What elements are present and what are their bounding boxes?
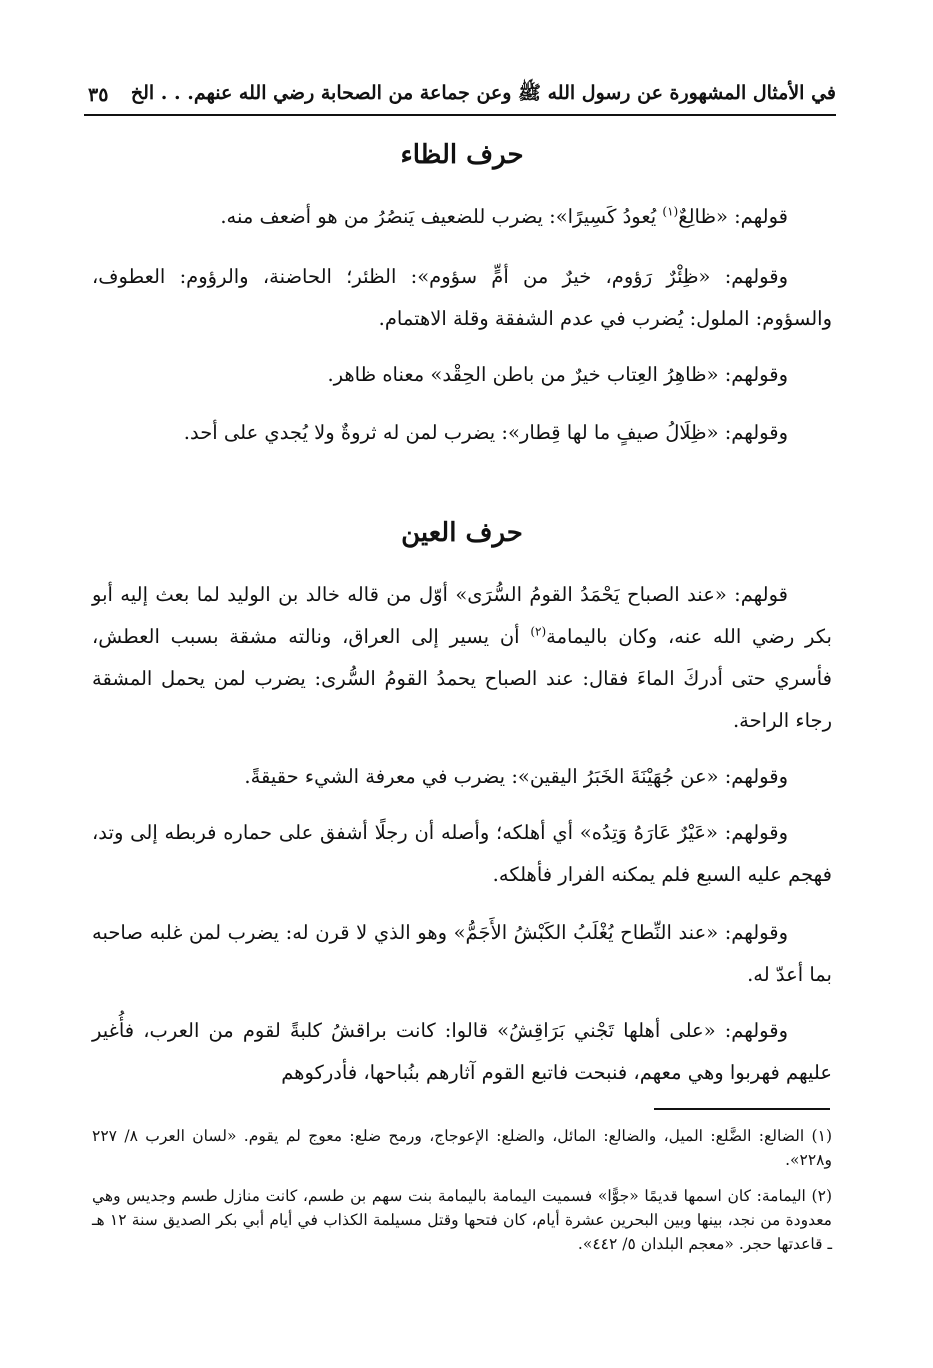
paragraph-text: قولهم: «عند الصباح يَحْمَدُ القومُ السُّرَى» أوّل من قاله خالد بن الوليد لما بعث إليه أبو بكر رضي الله عنه، وكان باليمامة <box>92 583 832 648</box>
paragraph-zaa-4 <box>92 412 832 454</box>
paragraph-text: وقولهم: «عند النِّطاح يُغْلَبُ الكَبْشُ الأَجَمُّ» وهو الذي لا قرن له: يضرب لمن غلبه صاحبه بما أعدّ له. <box>92 921 832 986</box>
paragraph-ain-2 <box>92 756 832 798</box>
paragraph-text: يُعودُ كَسِيرًا»: يضرب للضعيف يَنصُرُ من هو أضعف منه. <box>220 205 663 228</box>
paragraph-zaa-3 <box>92 354 832 396</box>
paragraph-zaa-1 <box>92 196 832 238</box>
header-rule <box>84 114 836 116</box>
paragraph-text: وقولهم: «عَيْرٌ عَارَهُ وَتِدُه» أي أهلكه؛ وأصله أن رجلًا أشفق على حماره فربطه إلى وتد، فهجم عليه السبع فلم يمكنه الفرار فأهلكه. <box>92 821 832 886</box>
running-header <box>88 78 836 112</box>
header-title: في الأمثال المشهورة عن رسول الله ﷺ وعن جماعة من الصحابة رضي الله عنهم. . . الخ <box>130 82 836 104</box>
footnote-2: (٢) اليمامة: كان اسمها قديمًا «جوًّا» فسميت اليمامة باليمامة بنت سهم بن طسم، كانت منازل طسم وجديس وهي معدودة من نجد، بينها وبين البحرين عشرة أيام، كان فتحها وقتل مسيلمة الكذاب في أيام أبي بكر الصديق سنة ١٢ هـ ـ قاعدتها حجر. «معجم البلدان ٥/ ٤٤٢». <box>92 1187 832 1253</box>
paragraph-zaa-2 <box>92 256 832 340</box>
footnote-1: (١) الضالع: الضَّلع: الميل، والضالع: المائل، والضلع: الإعوجاج، ورمح ضلع: معوج لم يقوم. «لسان العرب ٨/ ٢٢٧ و٢٢٨». <box>92 1127 832 1169</box>
paragraph-ain-3 <box>92 812 832 896</box>
paragraph-text: قولهم: «ظالِعٌ <box>678 205 788 228</box>
paragraph-text: وقولهم: «ظِلَالُ صيفٍ ما لها قِطار»: يضرب لمن له ثروةٌ ولا يُجدي على أحد. <box>183 421 788 444</box>
footnote-reference[interactable]: (٢) <box>530 624 547 639</box>
paragraph-ain-4 <box>92 912 832 996</box>
page-number: ٣٥ <box>88 84 109 106</box>
footnote-separator <box>654 1108 830 1110</box>
footnote-reference[interactable]: (١) <box>662 204 679 219</box>
section-heading-zaa: حرف الظاء <box>400 140 524 170</box>
section-heading-ain: حرف العين <box>401 518 523 548</box>
paragraph-text: أن يسير إلى العراق، ونالته مشقة بسبب العطش، فأسري حتى أدركَ الماءَ فقال: عند الصباح يحمدُ القومُ السُّرى: يضرب لمن يحمل المشقة رجاء الراحة. <box>92 625 832 732</box>
paragraph-ain-1 <box>92 574 832 742</box>
paragraph-text: وقولهم: «ظاهِرُ العِتاب خيرٌ من باطن الحِقْد» معناه ظاهر. <box>327 363 788 386</box>
paragraph-text: وقولهم: «ظِئْرٌ رَؤوم، خيرٌ من أمٍّ سؤوم»: الظئر؛ الحاضنة، والرؤوم: العطوف، والسؤوم: الملول: يُضرب في عدم الشفقة وقلة الاهتمام. <box>92 265 832 330</box>
paragraph-text: وقولهم: «على أهلها تَجْني بَرَاقِشُ» قالوا: كانت براقشُ كلبةً لقوم من العرب، فأُغير عليهم فهربوا وهي معهم، فنبحت فاتبع القوم آثارهم بنُباحها، فأدركوهم <box>92 1019 832 1084</box>
paragraph-ain-5 <box>92 1010 832 1094</box>
paragraph-text: وقولهم: «عن جُهَيْنَةَ الخَبَرُ اليقين»: يضرب في معرفة الشيء حقيقةً. <box>244 765 788 788</box>
